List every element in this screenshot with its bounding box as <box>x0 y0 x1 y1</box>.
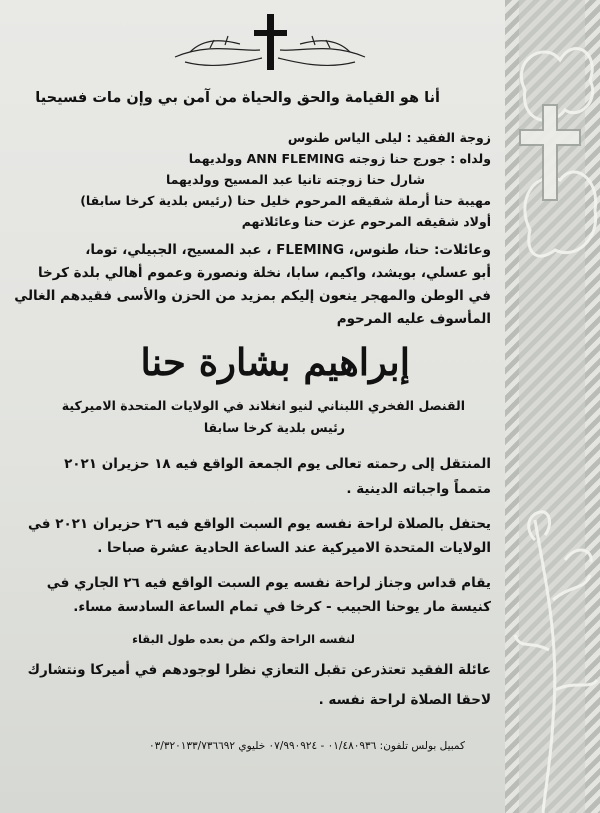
deceased-title-1: القنصل الفخري اللبناني لنيو انغلاند في الولايات المتحدة الاميركية <box>61 398 465 413</box>
deceased-name: إبراهيم بشارة حنا <box>140 340 410 384</box>
apology-line-1: عائلة الفقيد تعتذرعن تقبل التعازي نظرا لوجودهم في أميركا ونتشارك <box>27 662 491 678</box>
mass-line-2: كنيسة مار يوحنا الحبيب - كرخا في تمام الساعة السادسة مساء. <box>73 599 491 615</box>
flower-cross-ornament-icon <box>505 0 600 813</box>
footer-contact: كمبيل بولس تلفون: ٠١/٤٨٠٩٣٦ - ٠٧/٩٩٠٩٢٤ خليوي ٠٣/٣٢٠١٣٣/٧٣٦٦٩٢ <box>149 740 465 752</box>
apology-line-2: لاحقا الصلاة لراحة نفسه . <box>318 692 491 708</box>
death-line-2: متمماً واجباته الدينية . <box>346 481 491 497</box>
prayer-line-1: يحتفل بالصلاة لراحة نفسه يوم السبت الواقع فيه ٢٦ حزيران ٢٠٢١ في <box>28 516 491 532</box>
families-line-2: أبو عسلي، بويشد، واكيم، سابا، نخلة ونصورة وعموم أهالي بلدة كرخا <box>37 265 491 281</box>
verse-text: أنا هو القيامة والحق والحياة من آمن بي وإن مات فسيحيا <box>35 90 440 106</box>
deceased-title-2: رئيس بلدية كرخا سابقا <box>203 420 345 435</box>
prayer-line-2: الولايات المتحدة الاميركية عند الساعة الحادية عشرة صباحا . <box>97 540 491 556</box>
families-line-4: المأسوف عليه المرحوم <box>336 311 491 327</box>
families-line-1: وعائلات: حنا، طنوس، FLEMING ، عبد المسيح، الجبيلي، توما، <box>85 242 491 258</box>
wife-line: زوجة الفقيد : ليلى الياس طنوس <box>287 130 491 145</box>
nephews-line: أولاد شقيقه المرحوم عزت حنا وعائلاتهم <box>241 214 491 229</box>
families-line-3: في الوطن والمهجر ينعون إليكم بمزيد من الحزن والأسى فقيدهم الغالي <box>14 288 491 304</box>
children-line-2: شارل حنا زوجته تانيا عبد المسيح وولديهما <box>165 172 425 187</box>
death-line-1: المنتقل إلى رحمته تعالى يوم الجمعة الواقع فيه ١٨ حزيران ٢٠٢١ <box>64 456 491 472</box>
brother-widow-line: مهيبة حنا أرملة شقيقه المرحوم خليل حنا (رئيس بلدية كرخا سابقا) <box>80 193 491 208</box>
mass-line-1: يقام قداس وجناز لراحة نفسه يوم السبت الواقع فيه ٢٦ الجاري في <box>46 575 491 591</box>
children-line-1: ولداه : جورج حنا زوجته ANN FLEMING وولديهما <box>188 151 491 166</box>
blessing-text: لنفسه الراحة ولكم من بعده طول البقاء <box>132 632 355 646</box>
